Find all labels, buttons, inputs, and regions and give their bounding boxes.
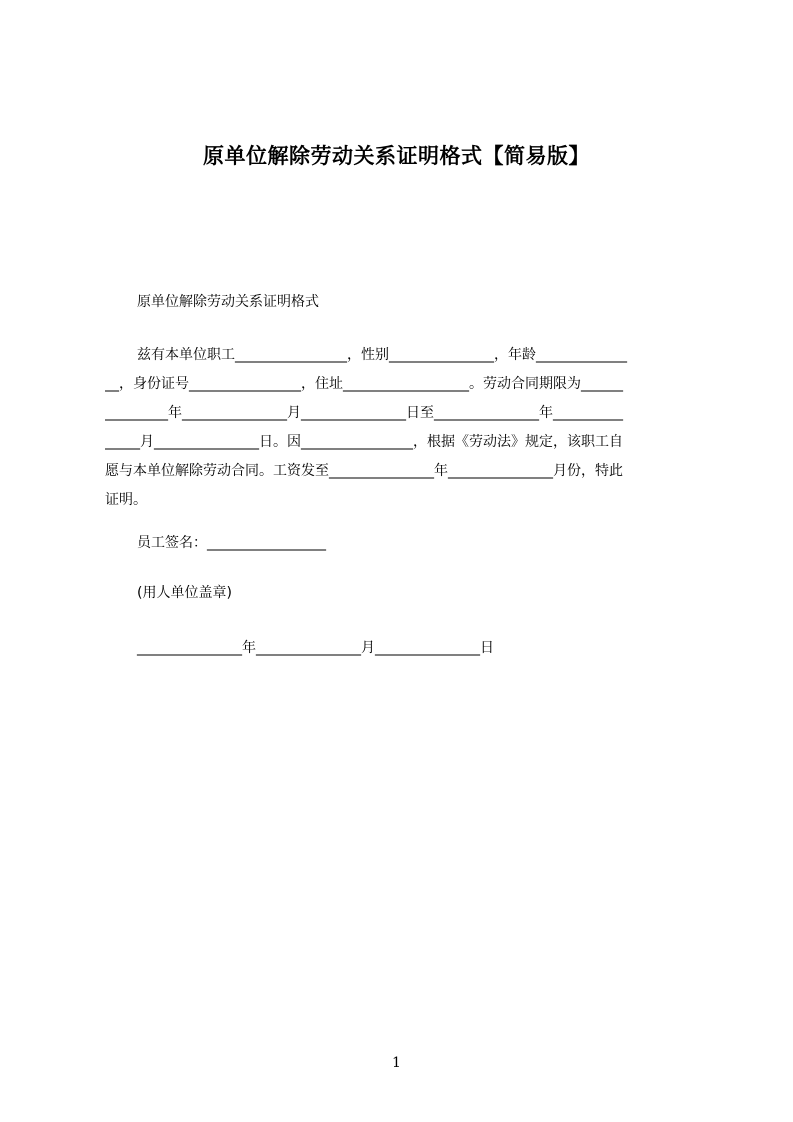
body-line: __，身份证号________________，住址__________________。劳动合同期限为______ <box>105 376 623 392</box>
document-title: 原单位解除劳动关系证明格式【简易版】 <box>203 144 590 168</box>
certificate-body <box>105 341 701 515</box>
body-line: 兹有本单位职工________________，性别_______________，年龄_____________ <box>137 347 627 363</box>
page-number: 1 <box>392 1055 401 1071</box>
body-line: _____月_______________日。因________________，根据《劳动法》规定，该职工自 <box>105 434 623 450</box>
date-line: _______________年_______________月_______________日 <box>137 640 494 656</box>
company-seal-label: (用人单位盖章) <box>137 585 232 601</box>
body-line: _________年_______________月_______________日至_______________年__________ <box>105 405 623 421</box>
body-line: 证明。 <box>105 492 147 508</box>
employee-signature-line: 员工签名：_________________ <box>137 535 326 551</box>
body-line: 愿与本单位解除劳动合同。工资发至_______________年_______________月份，特此 <box>105 463 623 479</box>
document-subtitle: 原单位解除劳动关系证明格式 <box>137 294 319 310</box>
